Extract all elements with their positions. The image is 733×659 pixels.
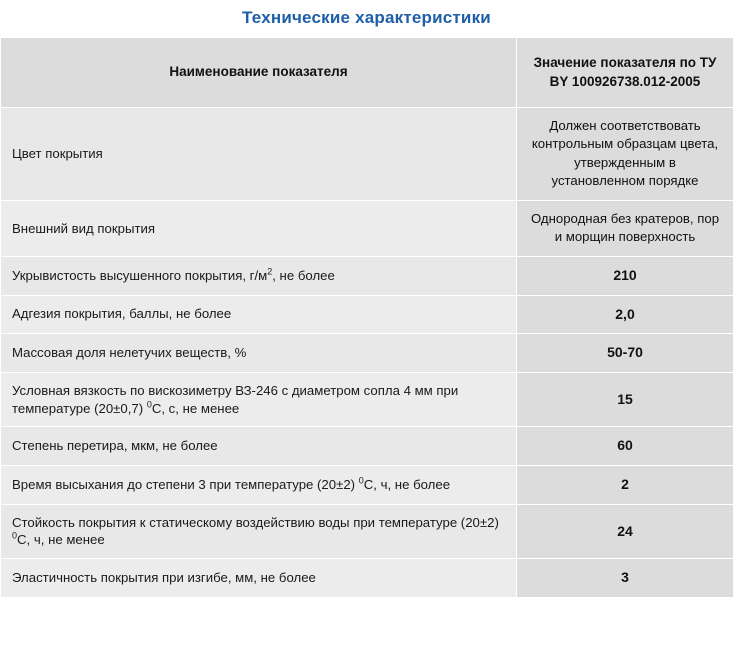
row-name-text: Массовая доля нелетучих веществ, %	[12, 344, 247, 360]
table-row	[1, 256, 733, 295]
row-value	[517, 256, 733, 295]
row-name	[1, 256, 517, 295]
row-name	[1, 295, 517, 334]
table-row	[1, 559, 733, 598]
table-header-row	[1, 38, 733, 108]
table-row	[1, 334, 733, 373]
row-name	[1, 372, 517, 427]
row-value-text: 60	[617, 437, 633, 454]
column-header-name: Наименование показателя	[1, 38, 517, 108]
row-name-text: Время высыхания до степени 3 при температуре (20±2) $^0$С, ч, не более	[12, 475, 451, 492]
row-value-text: 24	[617, 522, 633, 539]
row-name-text: Укрывистость высушенного покрытия, $г/м^2$, не более	[12, 266, 335, 283]
row-name	[1, 200, 517, 256]
row-value-text: Однородная без кратеров, пор и морщин поверхность	[530, 210, 720, 245]
row-value-text: 2,0	[615, 305, 635, 322]
table-row	[1, 372, 733, 427]
table-row	[1, 427, 733, 466]
page-title: Технические характеристики	[242, 8, 491, 27]
row-name	[1, 108, 517, 201]
row-name	[1, 427, 517, 466]
row-value	[517, 465, 733, 504]
table-row	[1, 465, 733, 504]
row-name	[1, 334, 517, 373]
row-value	[517, 334, 733, 373]
row-name-text: Цвет покрытия	[12, 146, 103, 162]
row-name	[1, 559, 517, 598]
row-value	[517, 108, 733, 201]
row-value-text: 3	[621, 569, 629, 586]
row-value	[517, 427, 733, 466]
table-row	[1, 108, 733, 201]
row-name-text: Адгезия покрытия, баллы, не более	[12, 306, 232, 322]
table-row	[1, 200, 733, 256]
row-value-text: Должен соответствовать контрольным образцам цвета, утвержденным в установленном порядке	[531, 118, 719, 189]
specifications-table	[0, 37, 733, 598]
row-name-text: Условная вязкость по вискозиметру ВЗ-246 с диаметром сопла 4 мм при температуре (20±0,7) $^0$С, с, не менее	[12, 382, 459, 416]
row-value-text: 15	[617, 390, 633, 407]
row-name	[1, 465, 517, 504]
table-header	[1, 38, 733, 108]
table-body	[1, 108, 733, 598]
column-header-value: Значение показателя по ТУ BY 100926738.012-2005	[517, 38, 733, 108]
row-value	[517, 559, 733, 598]
row-name	[1, 504, 517, 559]
row-value-text: 50-70	[607, 344, 643, 361]
row-value	[517, 295, 733, 334]
row-name-text: Степень перетира, мкм, не более	[12, 438, 218, 454]
row-value-text: 210	[613, 266, 637, 283]
row-value	[517, 504, 733, 559]
table-row	[1, 295, 733, 334]
row-value-text: 2	[621, 475, 629, 492]
row-name-text: Эластичность покрытия при изгибе, мм, не более	[12, 570, 316, 586]
row-name-text: Стойкость покрытия к статическому воздействию воды при температуре (20±2) $^0$С, ч, не менее	[12, 514, 499, 548]
row-value	[517, 372, 733, 427]
table-row	[1, 504, 733, 559]
row-name-text: Внешний вид покрытия	[12, 220, 156, 236]
row-value	[517, 200, 733, 256]
